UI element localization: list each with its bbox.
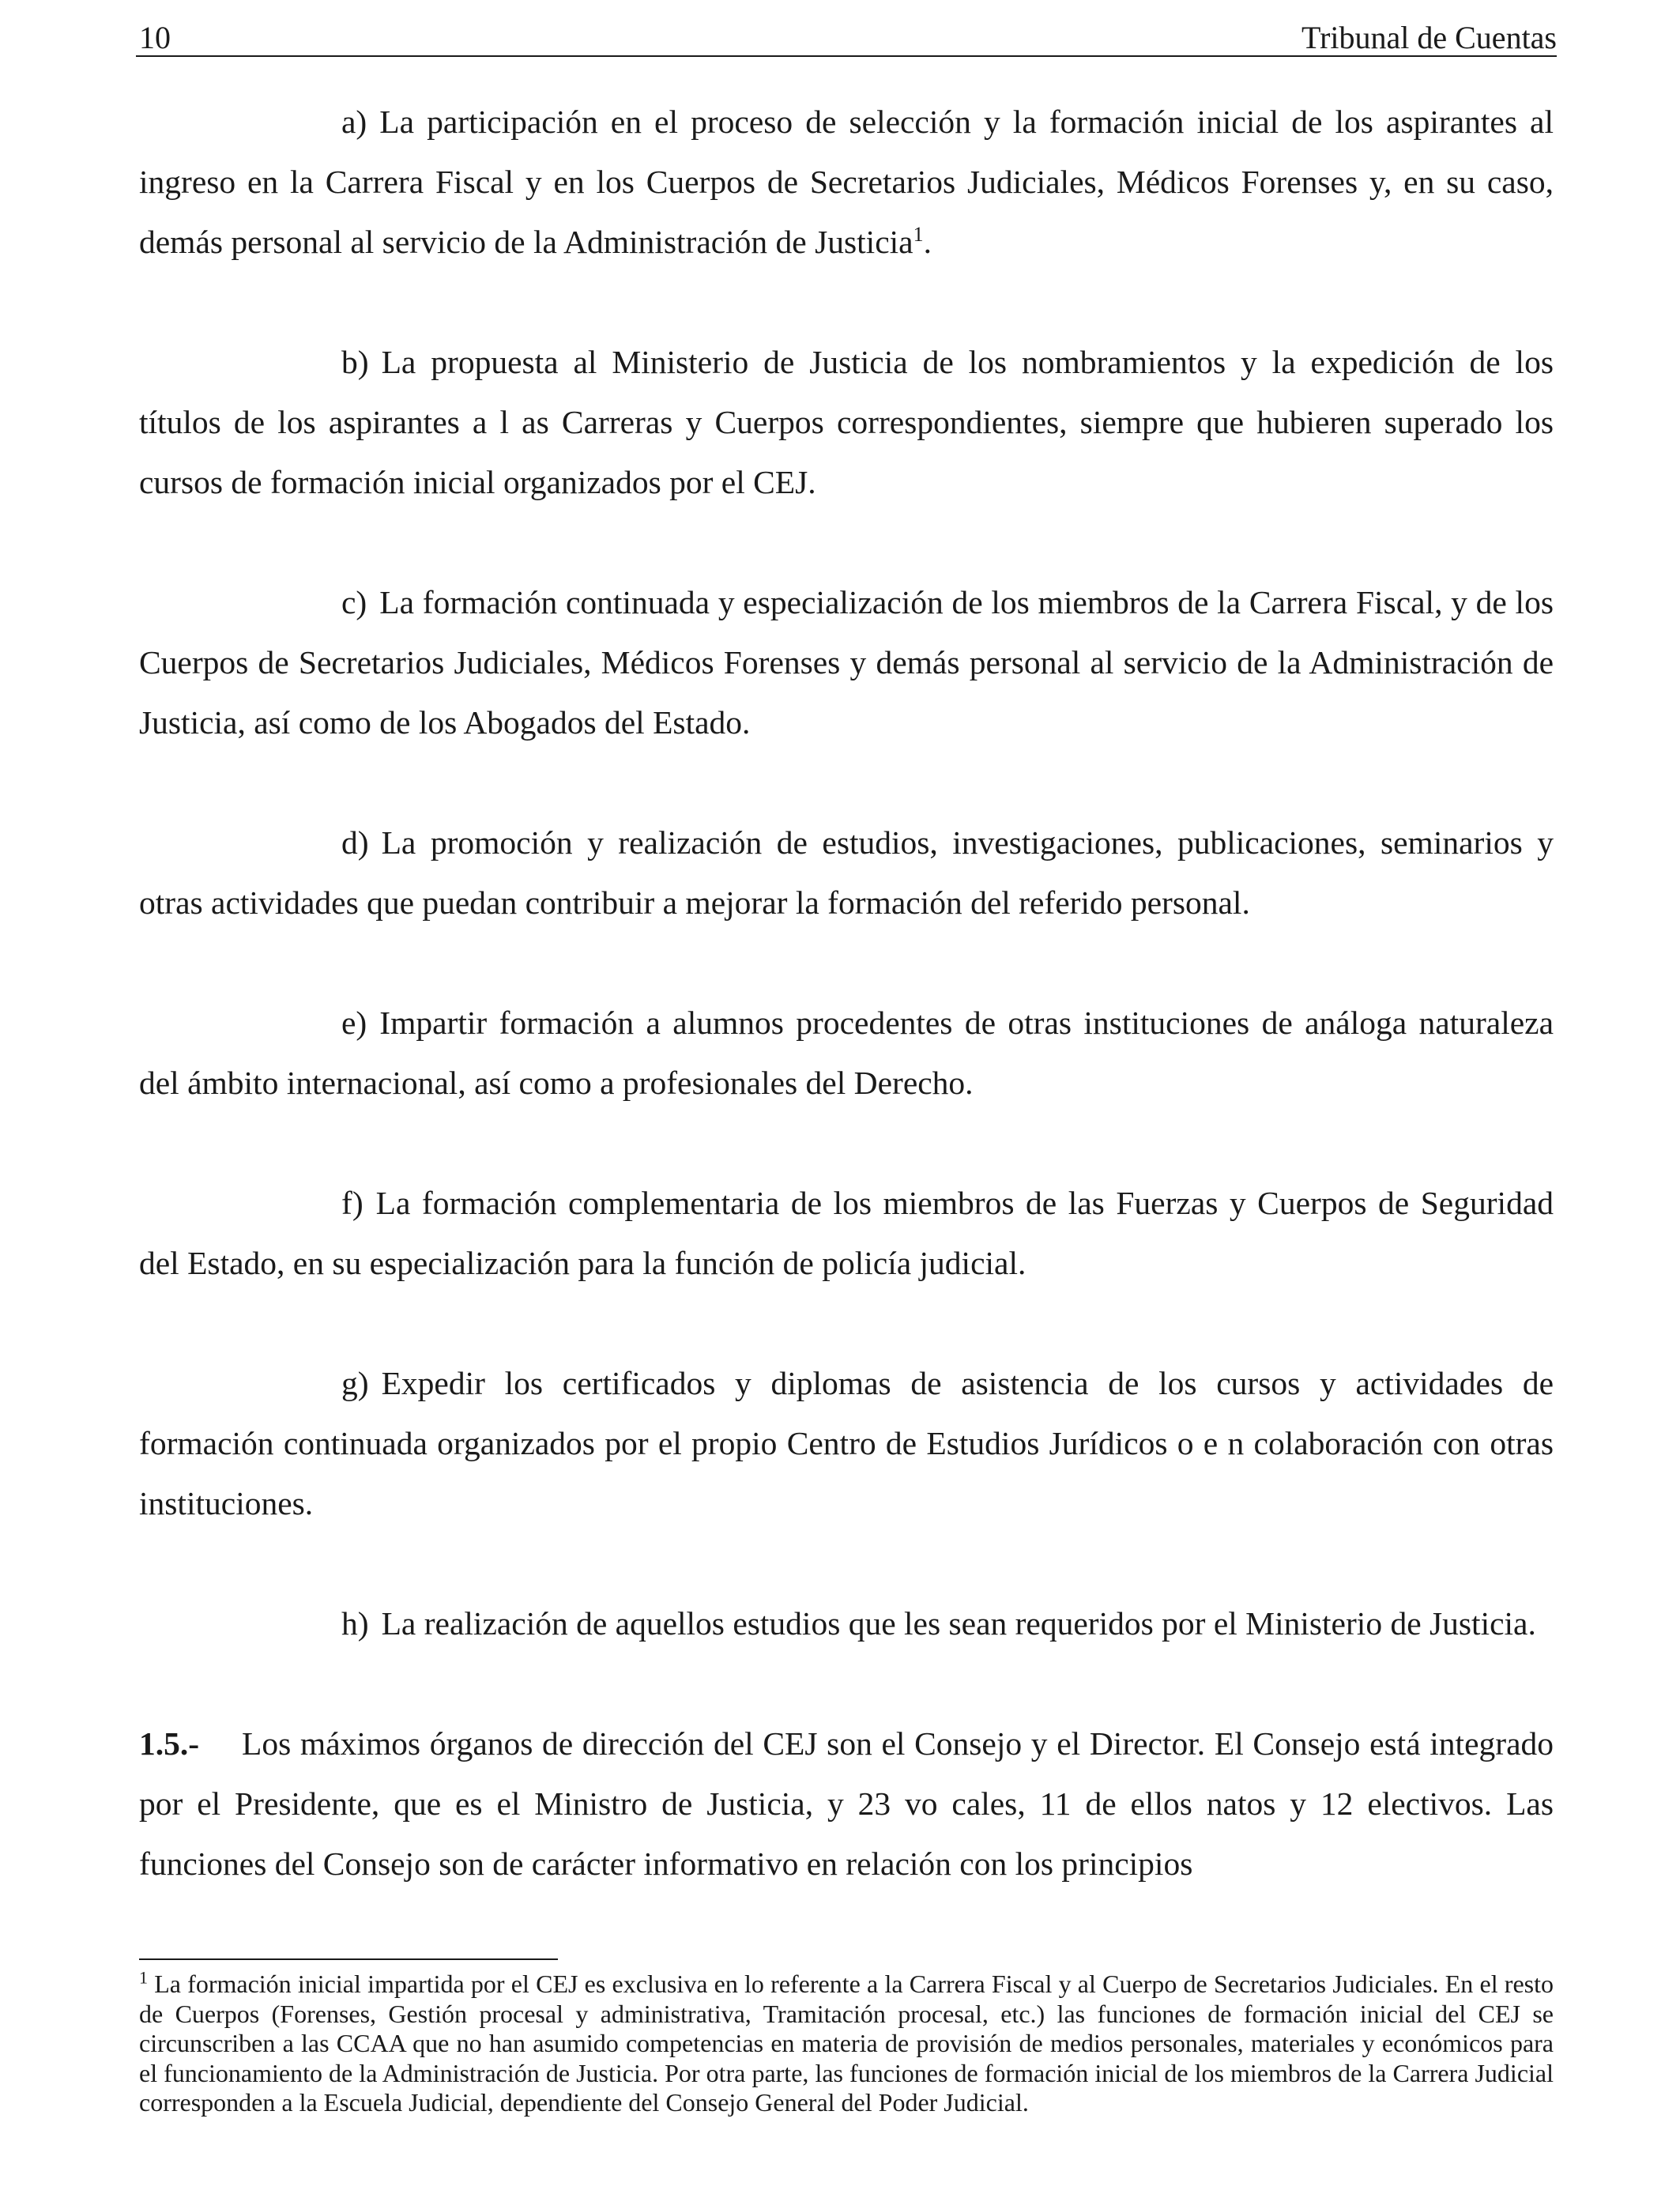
item-text: La propuesta al Ministerio de Justicia de los nombramientos y la expedición de los títulos de los aspirantes a l as Carreras y Cuerpos correspondientes, siempre que hubieren superado los cursos de formación inicial organizados por el CEJ. xyxy=(139,344,1554,500)
item-label: d) xyxy=(341,824,369,861)
item-text: La formación continuada y especialización de los miembros de la Carrera Fiscal, y de los Cuerpos de Secretarios Judiciales, Médicos Forenses y demás personal al servicio de la Administración de Justicia, así como de los Abogados del Estado. xyxy=(139,584,1554,741)
list-item-a xyxy=(139,92,1554,272)
item-text: La participación en el proceso de selección y la formación inicial de los aspirantes al ingreso en la Carrera Fiscal y en los Cuerpos de Secretarios Judiciales, Médicos Forenses y, en su caso, demás personal al servicio de la Administración de Justicia xyxy=(139,104,1554,260)
list-item-h xyxy=(139,1593,1554,1653)
list-item-d xyxy=(139,812,1554,933)
section-number: 1.5.- xyxy=(139,1725,200,1762)
item-text: La promoción y realización de estudios, investigaciones, publicaciones, seminarios y otras actividades que puedan contribuir a mejorar la formación del referido personal. xyxy=(139,824,1554,921)
footnote-reference[interactable]: 1 xyxy=(913,223,924,247)
footnote-1 xyxy=(139,1967,1554,2118)
list-item-e xyxy=(139,993,1554,1113)
item-text: Impartir formación a alumnos procedentes de otras instituciones de análoga naturaleza del ámbito internacional, así como a profesionales del Derecho. xyxy=(139,1005,1554,1101)
section-1-5 xyxy=(139,1713,1554,1894)
footnote-marker: 1 xyxy=(139,1967,148,1988)
item-text: Expedir los certificados y diplomas de asistencia de los cursos y actividades de formación continuada organizados por el propio Centro de Estudios Jurídicos o e n colaboración con otras instituciones. xyxy=(139,1365,1554,1521)
item-label: a) xyxy=(341,104,367,140)
list-item-b xyxy=(139,332,1554,512)
item-label: f) xyxy=(341,1185,363,1221)
item-label: g) xyxy=(341,1365,369,1401)
footnote-text: La formación inicial impartida por el CEJ es exclusiva en lo referente a la Carrera Fiscal y al Cuerpo de Secretarios Judiciales. En el resto de Cuerpos (Forenses, Gestión procesal y administrativa, Tramitación procesal, etc.) las funciones de formación inicial del CEJ se circunscriben a las CCAA que no han asumido competencias en materia de provisión de medios personales, materiales y económicos para el funcionamiento de la Administración de Justicia. Por otra parte, las funciones de formación inicial de los miembros de la Carrera Judicial corresponden a la Escuela Judicial, dependiente del Consejo General del Poder Judicial. xyxy=(139,1970,1554,2117)
body-text xyxy=(139,92,1554,1894)
item-text: La realización de aquellos estudios que les sean requeridos por el Ministerio de Justicia. xyxy=(381,1605,1536,1642)
item-label: c) xyxy=(341,584,367,620)
list-item-g xyxy=(139,1353,1554,1533)
item-text-end: . xyxy=(923,224,932,260)
page-number: 10 xyxy=(139,20,171,55)
item-label: b) xyxy=(341,344,369,380)
footnote-area xyxy=(139,1967,1554,2118)
item-label: e) xyxy=(341,1005,367,1041)
running-title: Tribunal de Cuentas xyxy=(1301,20,1557,55)
section-text: Los máximos órganos de dirección del CEJ son el Consejo y el Director. El Consejo está integrado por el Presidente, que es el Ministro de Justicia, y 23 vo cales, 11 de ellos natos y 12 electivos. Las funciones del Consejo son de carácter informativo en relación con los principios xyxy=(139,1725,1554,1882)
list-item-f xyxy=(139,1173,1554,1293)
list-item-c xyxy=(139,572,1554,752)
page-header xyxy=(136,14,1557,57)
item-text: La formación complementaria de los miembros de las Fuerzas y Cuerpos de Seguridad del Estado, en su especialización para la función de policía judicial. xyxy=(139,1185,1554,1281)
footnote-separator xyxy=(139,1958,558,1960)
item-label: h) xyxy=(341,1605,369,1642)
